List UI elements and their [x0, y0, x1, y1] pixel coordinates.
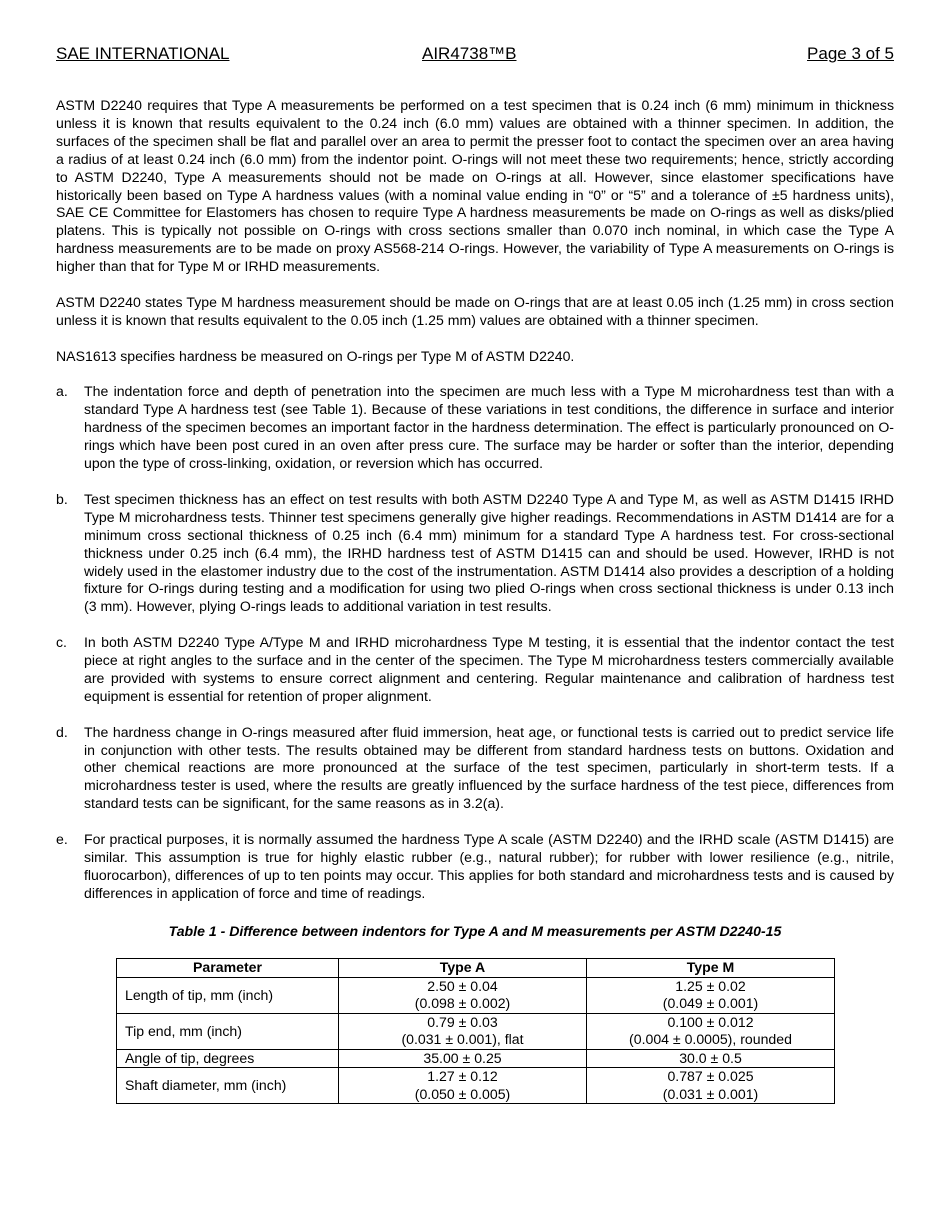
table-row [117, 1068, 835, 1104]
column-header-type-a: Type A [339, 959, 587, 978]
list-item-text: For practical purposes, it is normally assumed the hardness Type A scale (ASTM D2240) and the IRHD scale (ASTM D1415) are similar. This assumption is true for highly elastic rubber (e.g., natural rubber); for rubber with lower resilience (e.g., nitrile, fluorocarbon), differences of up to ten points may occur. This applies for both standard and microhardness tests and is caused by differences in application of force and time of readings. [84, 831, 894, 901]
cell-value-inch: (0.049 ± 0.001) [662, 995, 759, 1012]
header-document-id: AIR4738™B [422, 44, 517, 63]
list-item [56, 634, 894, 706]
cell-value-inch: (0.098 ± 0.002) [414, 995, 511, 1012]
list-item [56, 491, 894, 616]
cell-value-inch: (0.004 ± 0.0005), rounded [629, 1031, 792, 1048]
table-header-row [117, 959, 835, 978]
cell-value: 1.25 ± 0.02 [675, 977, 746, 994]
cell-type-a [339, 977, 587, 1013]
cell-value: 0.79 ± 0.03 [427, 1013, 498, 1030]
table-row [117, 1013, 835, 1049]
cell-type-m [587, 977, 835, 1013]
cell-value: 0.100 ± 0.012 [667, 1013, 754, 1030]
cell-value: 0.787 ± 0.025 [667, 1068, 754, 1085]
list-item-text: The indentation force and depth of penetration into the specimen are much less with a Type M microhardness test than with a standard Type A hardness test (see Table 1). Because of these variations in test conditions, the difference in surface and interior hardness of the specimen becomes an important factor in the hardness determination. The effect is particularly pronounced on O-rings which have been post cured in an oven after press cure. The surface may be harder or softer than the interior, depending upon the type of cross-linking, oxidation, or reversion which has occurred. [84, 383, 894, 472]
cell-type-a [339, 1068, 587, 1104]
list-item [56, 831, 894, 903]
cell-value: 1.27 ± 0.12 [427, 1068, 498, 1085]
cell-parameter: Length of tip, mm (inch) [117, 977, 339, 1013]
table-row [117, 1049, 835, 1068]
list-item-label: c. [56, 634, 67, 651]
page-header [56, 44, 894, 66]
cell-value-inch: (0.031 ± 0.001), flat [401, 1031, 524, 1048]
list-item-label: d. [56, 723, 68, 740]
cell-type-a: 35.00 ± 0.25 [339, 1049, 587, 1068]
cell-parameter: Shaft diameter, mm (inch) [117, 1068, 339, 1104]
cell-value-inch: (0.031 ± 0.001) [662, 1085, 759, 1102]
column-header-type-m: Type M [587, 959, 835, 978]
list-item [56, 724, 894, 814]
list-item [56, 383, 894, 473]
list-item-label: b. [56, 490, 68, 507]
cell-type-m: 30.0 ± 0.5 [587, 1049, 835, 1068]
paragraph: ASTM D2240 states Type M hardness measurement should be made on O-rings that are at least 0.05 inch (1.25 mm) in cross section unless it is known that results equivalent to the 0.05 inch (1.25 mm) values are obtained with a thinner specimen. [56, 293, 894, 328]
cell-parameter: Angle of tip, degrees [117, 1049, 339, 1068]
table-caption: Table 1 - Difference between indentors for Type A and M measurements per ASTM D2240-15 [168, 922, 782, 939]
column-header-parameter: Parameter [117, 959, 339, 978]
cell-value: 2.50 ± 0.04 [427, 977, 498, 994]
header-page-number: Page 3 of 5 [807, 44, 894, 63]
paragraph: ASTM D2240 requires that Type A measurements be performed on a test specimen that is 0.24 inch (6 mm) minimum in thickness unless it is known that results equivalent to the 0.24 inch (6.0 mm) values are obtained with a thinner specimen. In addition, the surfaces of the specimen shall be flat and parallel over an area to permit the presser foot to contact the specimen over an area having a radius of at least 0.24 inch (6.0 mm) from the indentor point. O-rings will not meet these two requirements; hence, strictly according to ASTM D2240, Type A measurements should not be made on O-rings at all. However, since elastomer specifications have historically been based on Type A hardness values (with a nominal value ending in “0” or “5” and a tolerance of ±5 hardness units), SAE CE Committee for Elastomers has chosen to require Type A hardness measurements be made on O-rings as well as disks/plied platens. This is typically not possible on O-rings with cross sections smaller than 0.070 inch nominal, in which case the Type A hardness measurements are to be made on proxy AS568-214 O-rings. However, the variability of Type A measurements on O-rings is higher than that for Type M or IRHD measurements. [56, 97, 894, 275]
table-row [117, 977, 835, 1013]
list-item-text: The hardness change in O-rings measured after fluid immersion, heat age, or functional tests is carried out to predict service life in conjunction with other tests. The results obtained may be different from standard hardness tests on buttons. Oxidation and other chemical reactions are more pronounced at the surface of the test specimen, particularly in short-term tests. If a microhardness tester is used, where the results are greatly influenced by the surface hardness of the test piece, differences from standard tests can be significant, for the same reasons as in 3.2(a). [84, 723, 894, 812]
cell-value-inch: (0.050 ± 0.005) [414, 1085, 511, 1102]
list-item-label: a. [56, 383, 68, 400]
list-item-text: Test specimen thickness has an effect on test results with both ASTM D2240 Type A and Type M, as well as ASTM D1415 IRHD Type M microhardness tests. Thinner test specimens generally give higher readings. Recommendations in ASTM D1414 are for a minimum cross sectional thickness of 0.25 inch (6.4 mm) minimum for a standard Type A hardness test. For cross-sectional thickness under 0.25 inch (6.4 mm), the IRHD hardness test of ASTM D1415 can and should be used. However, IRHD is not widely used in the elastomer industry due to the cost of the instrumentation. ASTM D1414 also provides a description of a holding fixture for O-rings during testing and a modification for using two plied O-rings when cross sectional thickness is under 0.13 inch (3 mm). However, plying O-rings leads to additional variation in test results. [84, 490, 894, 615]
cell-type-a [339, 1013, 587, 1049]
list-item-text: In both ASTM D2240 Type A/Type M and IRHD microhardness Type M testing, it is essential that the indentor contact the test piece at right angles to the surface and in the center of the specimen. The Type M microhardness testers commercially available are provided with systems to ensure correct alignment and centering. Regular maintenance and calibration of hardness test equipment is essential for retention of proper alignment. [84, 634, 894, 704]
document-body [56, 97, 894, 1104]
header-organization: SAE INTERNATIONAL [56, 44, 230, 63]
list-item-label: e. [56, 831, 68, 848]
paragraph: NAS1613 specifies hardness be measured on O-rings per Type M of ASTM D2240. [56, 347, 575, 364]
cell-type-m [587, 1013, 835, 1049]
indentor-comparison-table [116, 958, 835, 1104]
cell-parameter: Tip end, mm (inch) [117, 1013, 339, 1049]
cell-type-m [587, 1068, 835, 1104]
